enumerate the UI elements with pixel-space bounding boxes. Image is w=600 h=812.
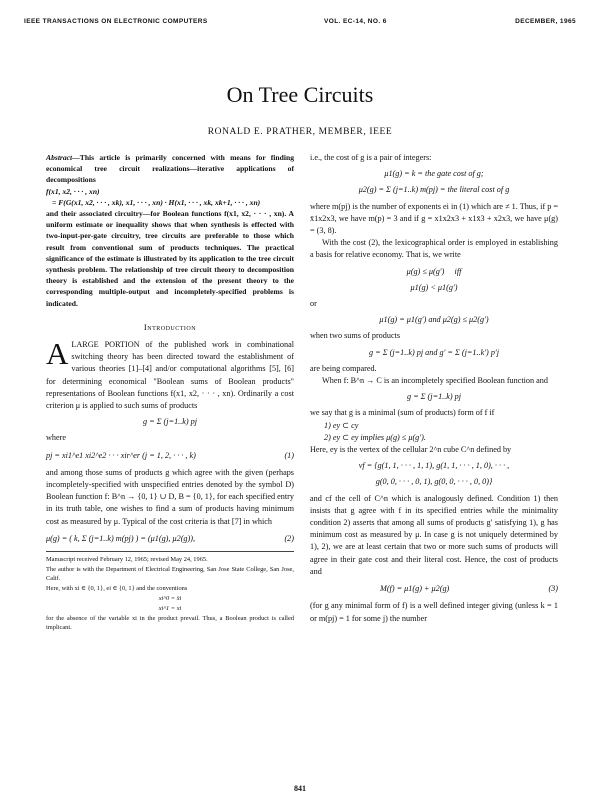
abstract-text-1: —This article is primarily concerned with means for finding economical tree circuit realizations—iterative applications of decompositions [46, 153, 294, 185]
footnotes [46, 551, 294, 632]
equation-1-body: pj = xi1^e1 xi2^e2 · · · xir^er (j = 1, 2, · · · , k) [46, 450, 196, 460]
cost-definition: i.e., the cost of g is a pair of integers: [310, 153, 432, 162]
order-or: or [310, 299, 317, 309]
equation-1-number: (1) [284, 450, 294, 460]
vertex-formula-1: vf = {g(1, 1, · · · , 1, 1), g(1, 1, · · · , 1, 0), · · · , [358, 461, 510, 471]
right-column [310, 152, 558, 625]
lexicographic-paragraph: With the cost (2), the lexicographical order is employed in establishing a basis for relative economy. That is, we write [310, 238, 558, 260]
final-paragraph: (for g any minimal form of f) is a well defined integer giving (unless k = 1 or m(pj) = 1 for some j) the number [310, 601, 558, 623]
minimal-form-text: we say that g is a minimal (sum of products) form of f if [310, 408, 495, 418]
incomplete-function-text: When f: B^n → C is an incompletely specified Boolean function and [322, 376, 548, 386]
condition-explanation: and cf the cell of C^n which is analogously defined. Condition 1) then insists that g agree with f in its specified entries while the minimality condition 2) asserts that among all sums of products g′ satisfying 1), g has minimum cost as measured by μ. In case g is not uniquely determined by 1), 2), we are at least certain that two or more such sums of products will agree in their gate cost and their literal cost. Hence, the cost of products and [310, 493, 558, 576]
footnote-affiliation: The author is with the Department of Electrical Engineering, San Jose State College, San Jose, Calif. [46, 566, 294, 583]
running-header [24, 18, 576, 32]
issue-date: DECEMBER, 1965 [515, 18, 576, 25]
section-heading-introduction: Introduction [143, 321, 197, 332]
volume-info: VOL. EC-14, NO. 6 [324, 18, 387, 25]
footnote-convention-1: xi^0 = x̄i [158, 595, 182, 603]
journal-name: IEEE TRANSACTIONS ON ELECTRONIC COMPUTERS [24, 18, 208, 25]
order-formula-1 [310, 266, 558, 278]
equation-3-body: M(f) = μ1(g) + μ2(g) [380, 584, 450, 594]
vertex-text: Here, ey is the vertex of the cellular 2^n cube C^n defined by [310, 445, 512, 455]
where-label: where [46, 433, 67, 443]
order-iff: iff [454, 266, 462, 276]
comparison-text: when two sums of products [310, 331, 401, 341]
intro-paragraph-1 [46, 336, 294, 412]
page-number: 841 [294, 784, 306, 793]
abstract-label: Abstract [46, 153, 73, 162]
drop-cap: A [46, 336, 69, 372]
intro-text-1: LARGE PORTION of the published work in combinational switching theory has been directed toward the establishment of various theories [1]–[4] and/or computational algorithms [5], [6] for determining economical "Boolean sums of Boolean products" representations of Boolean functions f(x1, x2, · · · , xn). Ordinarily a cost criterion μ is applied to such sums of products [46, 340, 294, 411]
footnote-received: Manuscript received February 12, 1965; revised May 24, 1965. [46, 556, 208, 564]
condition-1: 1) ey ⊂ cy [324, 420, 359, 430]
comparison-formula: g = Σ (j=1..k) pj and g′ = Σ (j=1..k′) p′j [369, 347, 499, 357]
exponent-paragraph: where m(pj) is the number of exponents ei in (1) which are ≠ 1. Thus, if p = x̄1x2x3, we have m(p) = 3 and if g = x1x2x3 + x1x̄3 + x2x3, we have μ(g) = (3, 8). [310, 201, 558, 236]
equation-3-number: (3) [548, 584, 558, 594]
abstract-formula-1: f(x1, x2, · · · , xn) [46, 186, 100, 196]
equation-2 [46, 533, 294, 545]
compared-text: are being compared. [310, 363, 377, 373]
equation-sum: g = Σ (j=1..k) pj [142, 417, 198, 427]
equation-2-body: μ(g) = ( k, Σ (j=1..k) m(pj) ) = (μ1(g), μ2(g)), [46, 533, 196, 543]
equation-2-number: (2) [284, 533, 294, 543]
left-column [46, 152, 294, 633]
abstract-text-2: and their associated circuitry—for Boolean functions f(x1, x2, · · · , xn). A uniform estimate or inequality shows that when synthesis is effected with two-input-per-gate circuitry, tree circuits are preferable to those which result from conventional sum of products techniques. The practical significance of the estimate is illustrated by its application to the tree circuit synthesis problem. The relationship of tree circuit theory to decomposition theory is established and the extension of the present theory to the corresponding multiple-output and incompletely-specified problems is indicated. [46, 209, 294, 308]
author-line: RONALD E. PRATHER, MEMBER, IEEE [207, 127, 393, 137]
vertex-formula-2: g(0, 0, · · · , 0, 1), g(0, 0, · · · , 0, 0)} [375, 477, 493, 487]
order-formula-2: μ1(g) < μ1(g′) [410, 282, 458, 292]
gate-cost-formula: μ1(g) = k = the gate cost of g; [384, 169, 484, 179]
sum-formula: g = Σ (j=1..k) pj [406, 392, 462, 402]
literal-cost-formula: μ2(g) = Σ (j=1..k) m(pj) = the literal cost of g [358, 185, 510, 195]
footnote-convention: Here, with xi ∈ {0, 1}, ei ∈ {0, 1} and the conventions [46, 585, 188, 593]
footnote-convention-2: xi^1 = xi [158, 605, 182, 613]
order-formula-1-body: μ(g) ≤ μ(g′) [406, 266, 445, 276]
footnote-implicant: for the absence of the variable xi in the product prevail. Thus, a Boolean product is called implicant. [46, 615, 294, 632]
equation-1 [46, 450, 294, 462]
order-formula-3: μ1(g) = μ1(g′) and μ2(g) ≤ μ2(g′) [379, 315, 489, 325]
paper-title: On Tree Circuits [226, 82, 374, 107]
abstract-formula-2: = F(G(x1, x2, · · · , xk), x1, · · · , xn) · H(x1, · · · , xk, xk+1, · · · , xn) [52, 197, 261, 207]
equation-3 [310, 583, 558, 595]
condition-2: 2) ey ⊂ ey implies μ(g) ≤ μ(g′). [324, 432, 426, 442]
intro-paragraph-2: and among those sums of products g which agree with the given (perhaps incompletely-specified with unspecified entries denoted by the symbol D) Boolean function f: B^n → {0, 1} ∪ D, B = {0, 1}, for each specified entry in its truth table, one wishes to find a sum of products having minimum cost as measured by μ. Typical of the cost criteria is that [7] in which [46, 467, 294, 526]
abstract [46, 152, 294, 186]
